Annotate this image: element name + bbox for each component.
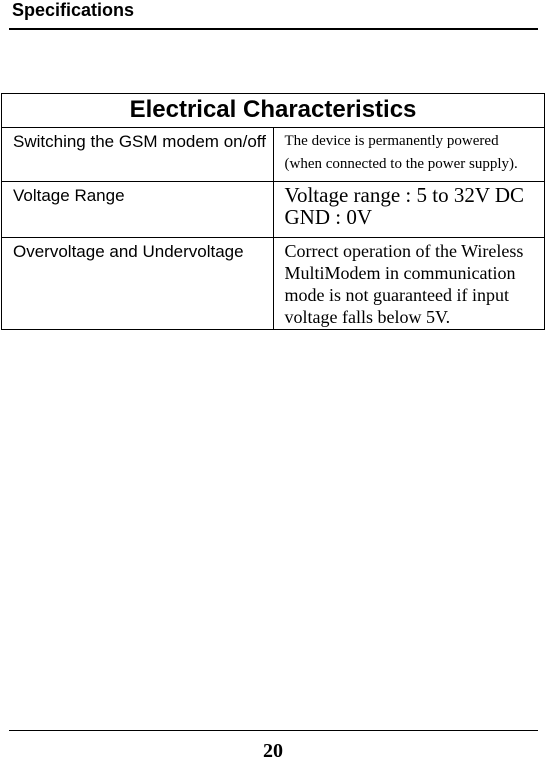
value-line: GND : 0V [284,205,372,229]
value-line: The device is permanently powered [284,133,499,149]
row-label-voltage-range: Voltage Range [2,182,274,238]
table-row [2,238,545,330]
row-value-switching [273,128,545,182]
table-title-row [2,94,545,128]
value-line: Voltage range : 5 to 32V DC [284,183,525,207]
row-label-overvoltage: Overvoltage and Undervoltage [2,238,274,330]
row-value-voltage-range [273,182,545,238]
table-title: Electrical Characteristics [2,94,545,128]
value-line: Correct operation of the Wireless [284,241,524,261]
row-label-switching: Switching the GSM modem on/off [2,128,274,182]
header-divider [9,28,538,30]
value-line: MultiModem in communication [284,263,516,283]
electrical-characteristics-table [1,93,545,330]
value-line: voltage falls below 5V. [284,307,451,327]
footer-divider [9,730,538,731]
value-line: (when connected to the power supply). [284,156,518,172]
page-header-title: Specifications [12,0,135,20]
table-row [2,128,545,182]
value-line: mode is not guaranteed if input [284,285,509,305]
table-row [2,182,545,238]
page-number: 20 [263,740,283,762]
row-value-overvoltage [273,238,545,330]
